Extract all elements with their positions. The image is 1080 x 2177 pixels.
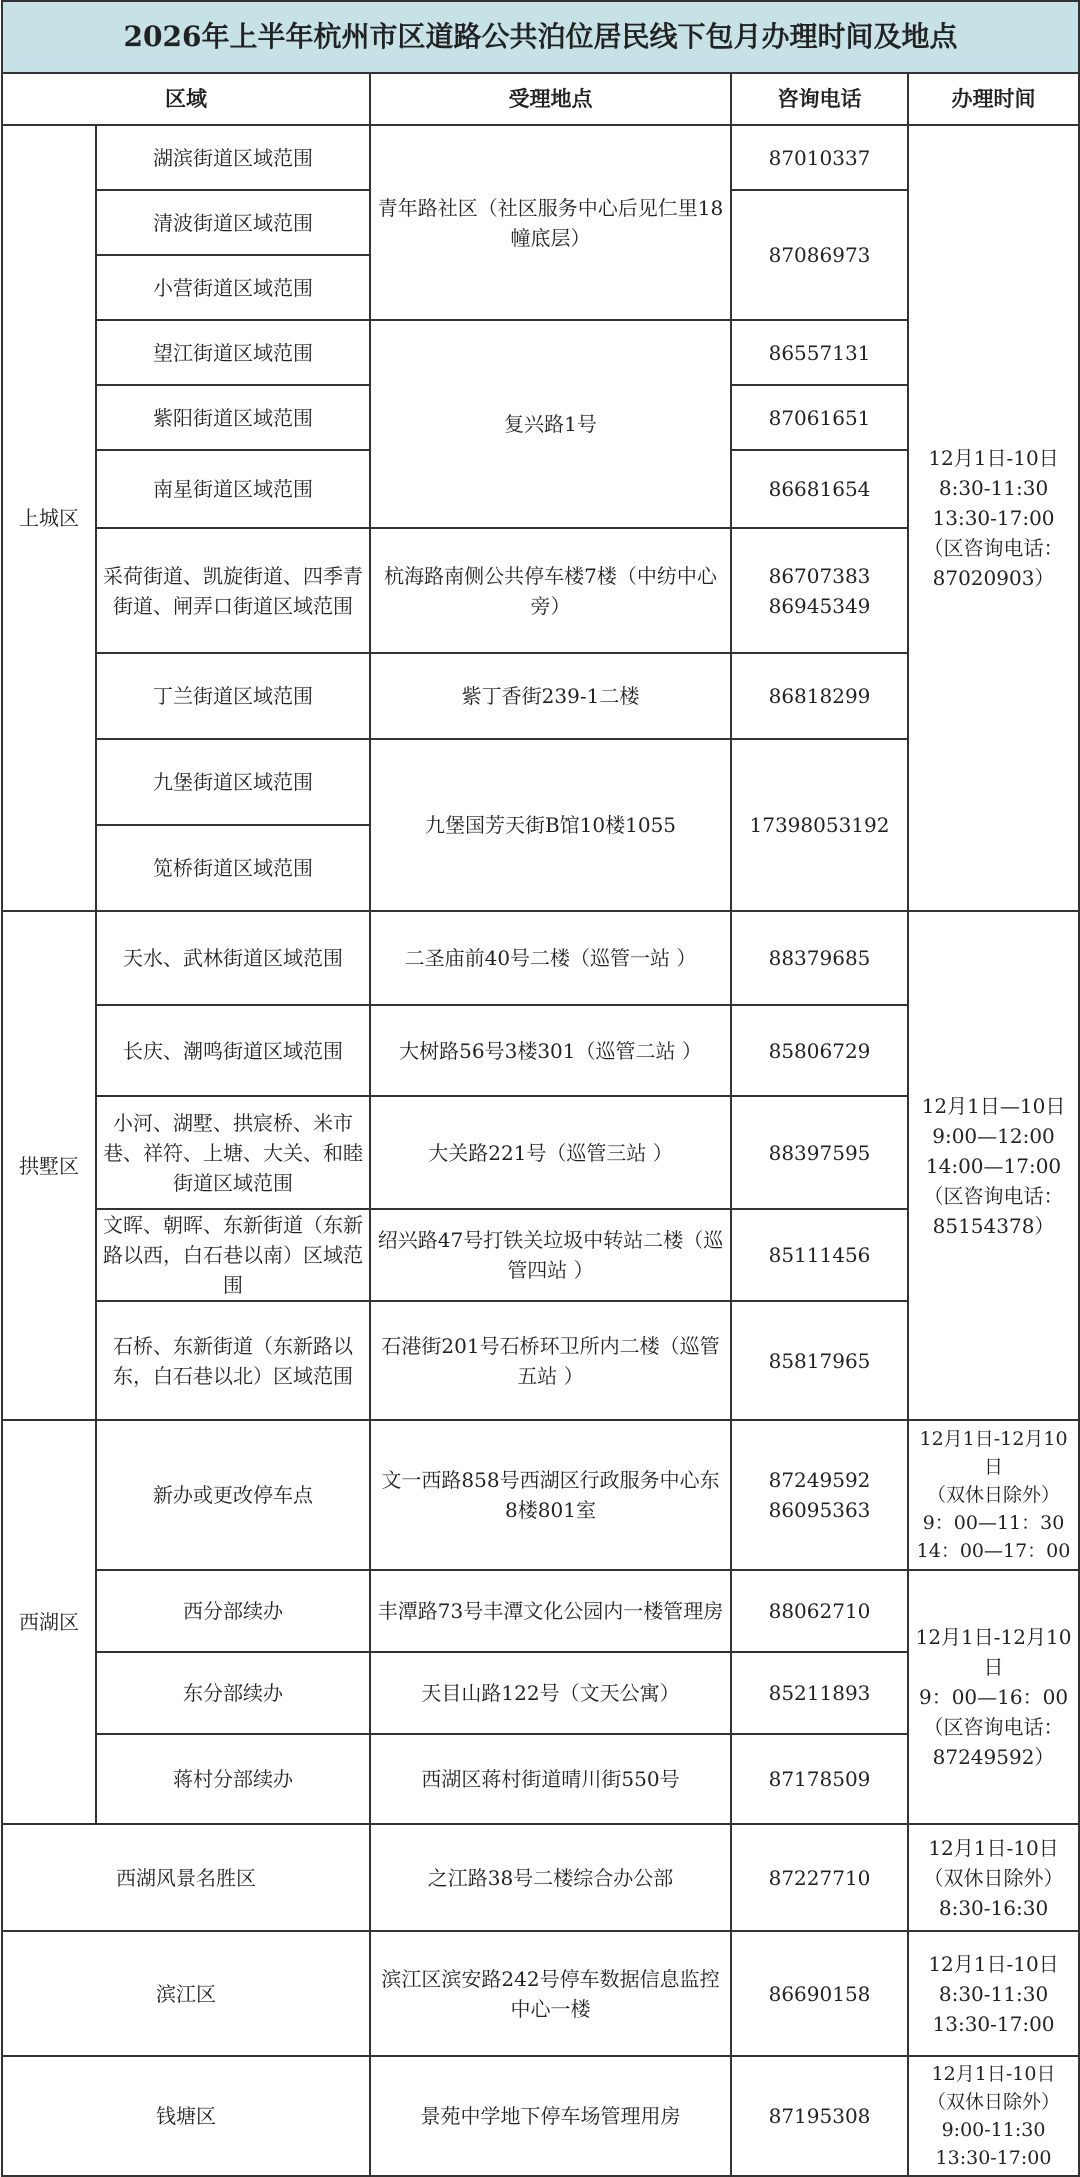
area-cell: 小河、湖墅、拱宸桥、米市巷、祥符、上塘、大关、和睦街道区域范围 [96, 1096, 370, 1209]
district-binjiang: 滨江区 [2, 1931, 370, 2056]
location-cell: 复兴路1号 [370, 320, 731, 528]
phone-cell: 85806729 [731, 1005, 908, 1096]
location-cell: 大树路56号3楼301（巡管二站 ） [370, 1005, 731, 1096]
phone-cell: 87086973 [731, 190, 908, 320]
phone-cell: 86681654 [731, 450, 908, 528]
header-area: 区域 [2, 73, 370, 125]
table-row [2, 2056, 1079, 2176]
phone-cell: 85111456 [731, 1209, 908, 1301]
district-scenic: 西湖风景名胜区 [2, 1824, 370, 1931]
location-cell: 石港街201号石桥环卫所内二楼（巡管五站 ） [370, 1301, 731, 1420]
location-cell: 紫丁香街239-1二楼 [370, 653, 731, 739]
area-cell: 天水、武林街道区域范围 [96, 911, 370, 1005]
district-xihu: 西湖区 [2, 1420, 96, 1824]
phone-cell: 17398053192 [731, 739, 908, 911]
location-cell: 杭海路南侧公共停车楼7楼（中纺中心旁） [370, 528, 731, 653]
area-cell: 石桥、东新街道（东新路以东，白石巷以北）区域范围 [96, 1301, 370, 1420]
district-gongshu: 拱墅区 [2, 911, 96, 1420]
location-cell: 天目山路122号（文天公寓） [370, 1652, 731, 1734]
location-cell: 景苑中学地下停车场管理用房 [370, 2056, 731, 2176]
area-cell: 笕桥街道区域范围 [96, 825, 370, 911]
table-row [2, 1570, 1079, 1652]
area-cell: 蒋村分部续办 [96, 1734, 370, 1824]
phone-cell: 87227710 [731, 1824, 908, 1931]
location-cell: 丰潭路73号丰潭文化公园内一楼管理房 [370, 1570, 731, 1652]
location-cell: 九堡国芳天街B馆10楼1055 [370, 739, 731, 911]
area-cell: 湖滨街道区域范围 [96, 125, 370, 190]
area-cell: 文晖、朝晖、东新街道（东新路以西，白石巷以南）区域范围 [96, 1209, 370, 1301]
district-qiantang: 钱塘区 [2, 2056, 370, 2176]
location-cell: 绍兴路47号打铁关垃圾中转站二楼（巡管四站 ） [370, 1209, 731, 1301]
time-cell: 12月1日-12月10日 （双休日除外） 9：00—11：30 14：00—17：00 [908, 1420, 1079, 1570]
header-phone: 咨询电话 [731, 73, 908, 125]
area-cell: 紫阳街道区域范围 [96, 385, 370, 450]
table-row [2, 125, 1079, 190]
table-row [2, 911, 1079, 1005]
area-cell: 长庆、潮鸣街道区域范围 [96, 1005, 370, 1096]
table-row [2, 1824, 1079, 1931]
phone-cell: 86818299 [731, 653, 908, 739]
phone-cell: 86707383 86945349 [731, 528, 908, 653]
area-cell: 新办或更改停车点 [96, 1420, 370, 1570]
area-cell: 西分部续办 [96, 1570, 370, 1652]
table-row [2, 1931, 1079, 2056]
location-cell: 青年路社区（社区服务中心后见仁里18幢底层） [370, 125, 731, 320]
location-cell: 大关路221号（巡管三站 ） [370, 1096, 731, 1209]
area-cell: 南星街道区域范围 [96, 450, 370, 528]
header-row [2, 73, 1079, 125]
phone-cell: 87178509 [731, 1734, 908, 1824]
header-location: 受理地点 [370, 73, 731, 125]
phone-cell: 87061651 [731, 385, 908, 450]
phone-cell: 88379685 [731, 911, 908, 1005]
phone-cell: 88397595 [731, 1096, 908, 1209]
location-cell: 滨江区滨安路242号停车数据信息监控中心一楼 [370, 1931, 731, 2056]
phone-cell: 85817965 [731, 1301, 908, 1420]
area-cell: 九堡街道区域范围 [96, 739, 370, 825]
time-cell: 12月1日—10日 9:00—12:00 14:00—17:00 （区咨询电话： 85154378） [908, 911, 1079, 1420]
location-cell: 西湖区蒋村街道晴川街550号 [370, 1734, 731, 1824]
phone-cell: 87010337 [731, 125, 908, 190]
phone-cell: 86690158 [731, 1931, 908, 2056]
phone-cell: 85211893 [731, 1652, 908, 1734]
district-shangcheng: 上城区 [2, 125, 96, 911]
schedule-table [1, 0, 1080, 2177]
area-cell: 东分部续办 [96, 1652, 370, 1734]
location-cell: 文一西路858号西湖区行政服务中心东8楼801室 [370, 1420, 731, 1570]
time-cell: 12月1日-10日 （双休日除外） 9:00-11:30 13:30-17:00 [908, 2056, 1079, 2176]
time-cell: 12月1日-10日 8:30-11:30 13:30-17:00 （区咨询电话： 87020903） [908, 125, 1079, 911]
time-cell: 12月1日-10日 8:30-11:30 13:30-17:00 [908, 1931, 1079, 2056]
location-cell: 之江路38号二楼综合办公部 [370, 1824, 731, 1931]
phone-cell: 86557131 [731, 320, 908, 385]
title-row [2, 1, 1079, 73]
area-cell: 望江街道区域范围 [96, 320, 370, 385]
phone-cell: 87195308 [731, 2056, 908, 2176]
page-title: 2026年上半年杭州市区道路公共泊位居民线下包月办理时间及地点 [2, 1, 1079, 73]
area-cell: 采荷街道、凯旋街道、四季青街道、闸弄口街道区域范围 [96, 528, 370, 653]
time-cell: 12月1日-10日 （双休日除外） 8:30-16:30 [908, 1824, 1079, 1931]
phone-cell: 88062710 [731, 1570, 908, 1652]
area-cell: 清波街道区域范围 [96, 190, 370, 255]
header-time: 办理时间 [908, 73, 1079, 125]
location-cell: 二圣庙前40号二楼（巡管一站 ） [370, 911, 731, 1005]
area-cell: 丁兰街道区域范围 [96, 653, 370, 739]
phone-cell: 87249592 86095363 [731, 1420, 908, 1570]
table-row [2, 1420, 1079, 1570]
area-cell: 小营街道区域范围 [96, 255, 370, 320]
time-cell: 12月1日-12月10日 9：00—16：00 （区咨询电话： 87249592） [908, 1570, 1079, 1824]
